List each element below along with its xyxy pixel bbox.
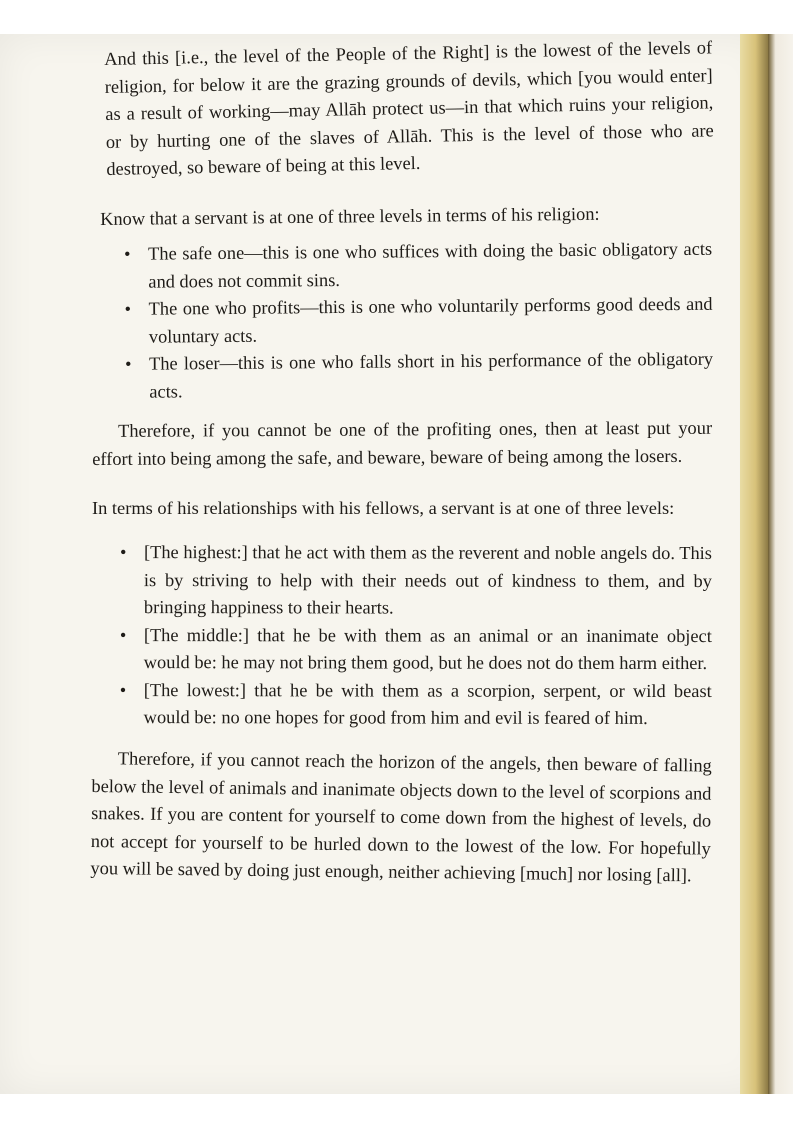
list-item (124, 236, 713, 296)
bottom-background (0, 1094, 793, 1123)
list-item-text: [The middle:] that he be with them as an animal or an inanimate object would be: he may not bring them good, but he does not do them harm either. (143, 624, 712, 673)
bullet-icon: • (119, 679, 127, 700)
list-item-text: [The lowest:] that he be with them as a scorpion, serpent, or wild beast would be: no one hopes for good from him and evil is feared of him. (143, 679, 712, 728)
list-item (119, 539, 712, 622)
facing-page-edge (768, 34, 793, 1094)
page-text (90, 37, 714, 886)
paragraph-levels-of-religion: And this [i.e., the level of the People of the Right] is the lowest of the levels of religion, for below it are the grazing grounds of devils, which [you would enter] as a result of working—may Allāh protect us—in that which ruins your religion, or by hurting one of the slaves of Allāh. This is the level of those who are destroyed, so beware of being at this level. (104, 37, 714, 179)
list-item-text: The one who profits—this is one who voluntarily performs good deeds and voluntary acts. (148, 293, 713, 347)
list-item (119, 676, 712, 732)
list-item-text: [The highest:] that he act with them as the reverent and noble angels do. This is by striving to help with their needs out of kindness to them, and by bringing happiness to their hearts. (143, 541, 712, 618)
bullet-icon: • (124, 353, 132, 374)
religion-levels-list (110, 236, 713, 406)
paragraph-profiting-ones: Therefore, if you cannot be one of the profiting ones, then at least put your effort into being among the safe, and beware, beware of being among the losers. (92, 417, 713, 469)
paragraph-relationships: In terms of his relationships with his fellows, a servant is at one of three levels: (92, 498, 675, 518)
bullet-icon: • (119, 624, 127, 645)
bullet-icon: • (124, 243, 131, 264)
list-item (124, 291, 713, 351)
bullet-icon: • (119, 541, 127, 562)
list-item (124, 346, 714, 406)
list-item (119, 621, 712, 677)
relationship-levels-list (104, 539, 712, 733)
list-item-text: The loser—this is one who falls short in his performance of the obligatory acts. (148, 348, 714, 402)
paragraph-horizon-of-angels: Therefore, if you cannot reach the horizon of the angels, then beware of falling below the level of animals and inanimate objects down to the level of scorpions and snakes. If you are content for yourself to come down from the highest of levels, do not accept for yourself to be hurled down to the lowest of the low. For hopefully you will be saved by doing just enough, neither achieving [much] nor losing [all]. (90, 748, 712, 886)
paragraph-three-levels-religion: Know that a servant is at one of three levels in terms of his religion: (100, 203, 600, 229)
page-gutter (740, 34, 768, 1094)
list-item-text: The safe one—this is one who suffices with doing the basic obligatory acts and does not commit sins. (148, 238, 713, 292)
bullet-icon: • (124, 298, 132, 319)
